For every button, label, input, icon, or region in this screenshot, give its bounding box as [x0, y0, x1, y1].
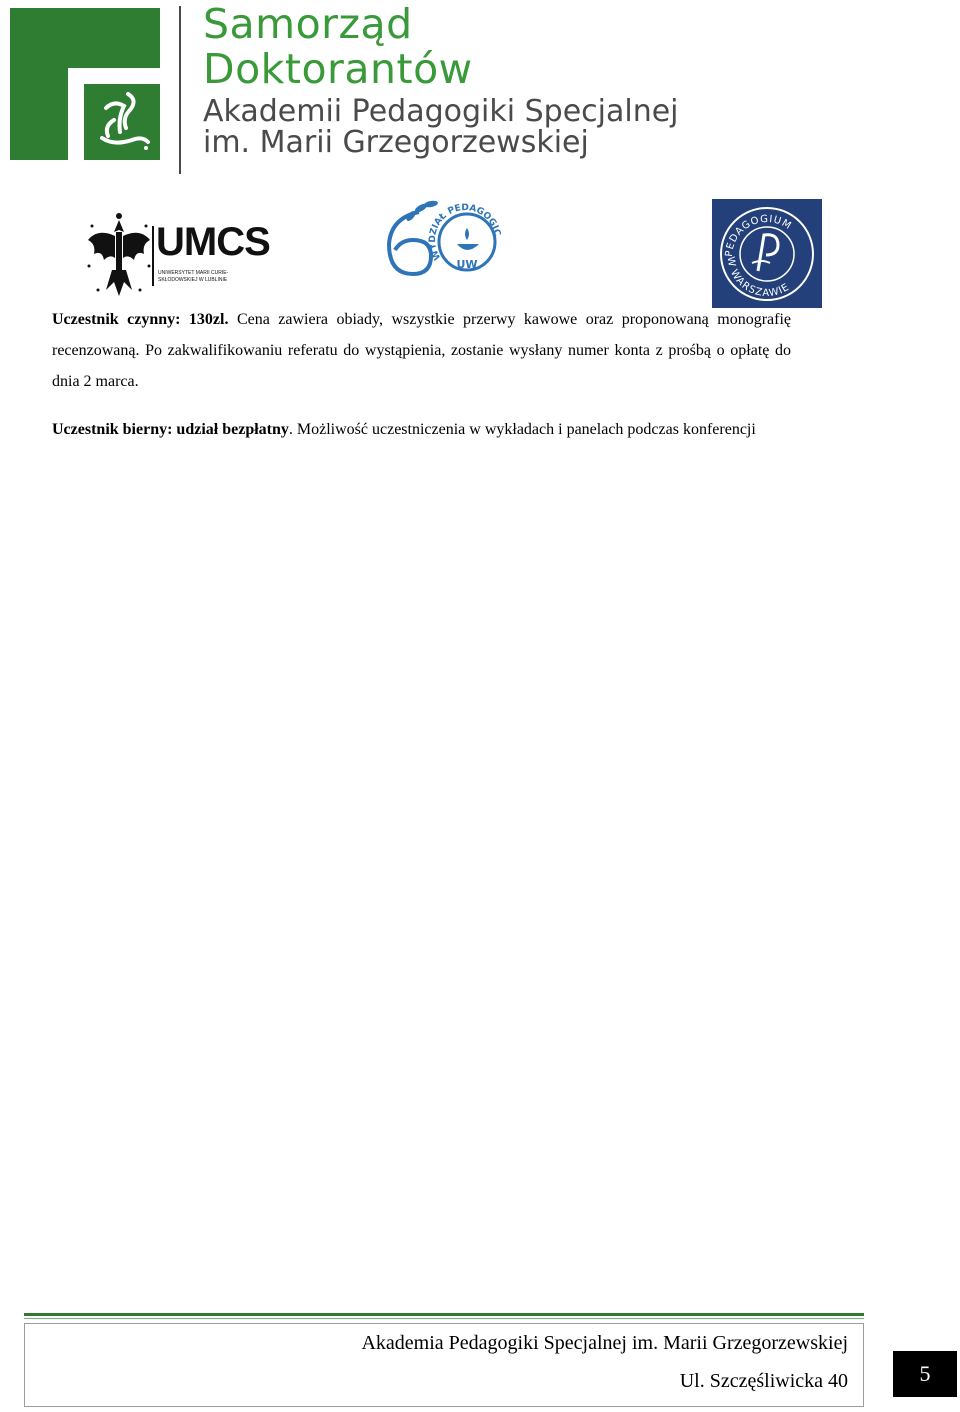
passive-participant-label: Uczestnik bierny: udział bezpłatny	[52, 421, 289, 438]
pedagogium-logo	[712, 199, 822, 308]
umcs-subtitle: UNIWERSYTET MARII CURIE-SKŁODOWSKIEJ W LUBLINIE	[158, 270, 229, 283]
page-number: 5	[893, 1351, 957, 1397]
logo-line-akademii: Akademii Pedagogiki Specjalnej	[203, 94, 679, 129]
logo-emblem-icon	[10, 8, 160, 160]
passive-participant-text: . Możliwość uczestniczenia w wykładach i panelach podczas konferencji	[288, 421, 756, 438]
umcs-logo	[86, 210, 270, 298]
umcs-wordmark: UMCS	[156, 220, 270, 264]
logo-line-doktorantow: Doktorantów	[203, 45, 473, 93]
logo-line-samorzad: Samorząd	[203, 0, 413, 48]
footer-rule	[24, 1313, 864, 1316]
pedagogium-top-text: PEDAGOGIUM	[723, 213, 794, 258]
active-participant-label: Uczestnik czynny: 130zl.	[52, 311, 229, 328]
footer-institution: Akademia Pedagogiki Specjalnej im. Marii Grzegorzewskiej	[361, 1332, 848, 1354]
wydzial-pedagogiczny-logo	[383, 198, 503, 280]
wp-badge: UW	[456, 258, 478, 271]
samorzad-logo-emblem	[10, 8, 160, 160]
active-participant-paragraph	[52, 304, 791, 397]
footer-rule-thin	[24, 1318, 864, 1319]
wydzial-pedagogiczny-emblem-icon	[383, 198, 503, 280]
active-participant-text: Cena zawiera obiady, wszystkie przerwy kawowe oraz proponowaną monografię recenzowaną. Po zakwalifikowaniu referatu do wystąpienia, zostanie wysłany numer konta z prośbą o opłatę do dnia 2 marca.	[52, 311, 791, 390]
passive-participant-paragraph	[52, 414, 791, 445]
pedagogium-emblem-icon	[712, 199, 822, 308]
logo-line-im-marii: im. Marii Grzegorzewskiej	[203, 125, 589, 160]
logo-divider	[179, 6, 181, 174]
wp-arc-text: WYDZIAŁ PEDAGOGIC	[427, 203, 502, 262]
umcs-divider	[152, 226, 154, 286]
umcs-eagle-icon	[86, 210, 152, 298]
samorzad-logo-text	[203, 2, 679, 158]
pedagogium-bottom-text: W WARSZAWIE	[724, 255, 792, 300]
footer-address: Ul. Szczęśliwicka 40	[679, 1370, 848, 1392]
